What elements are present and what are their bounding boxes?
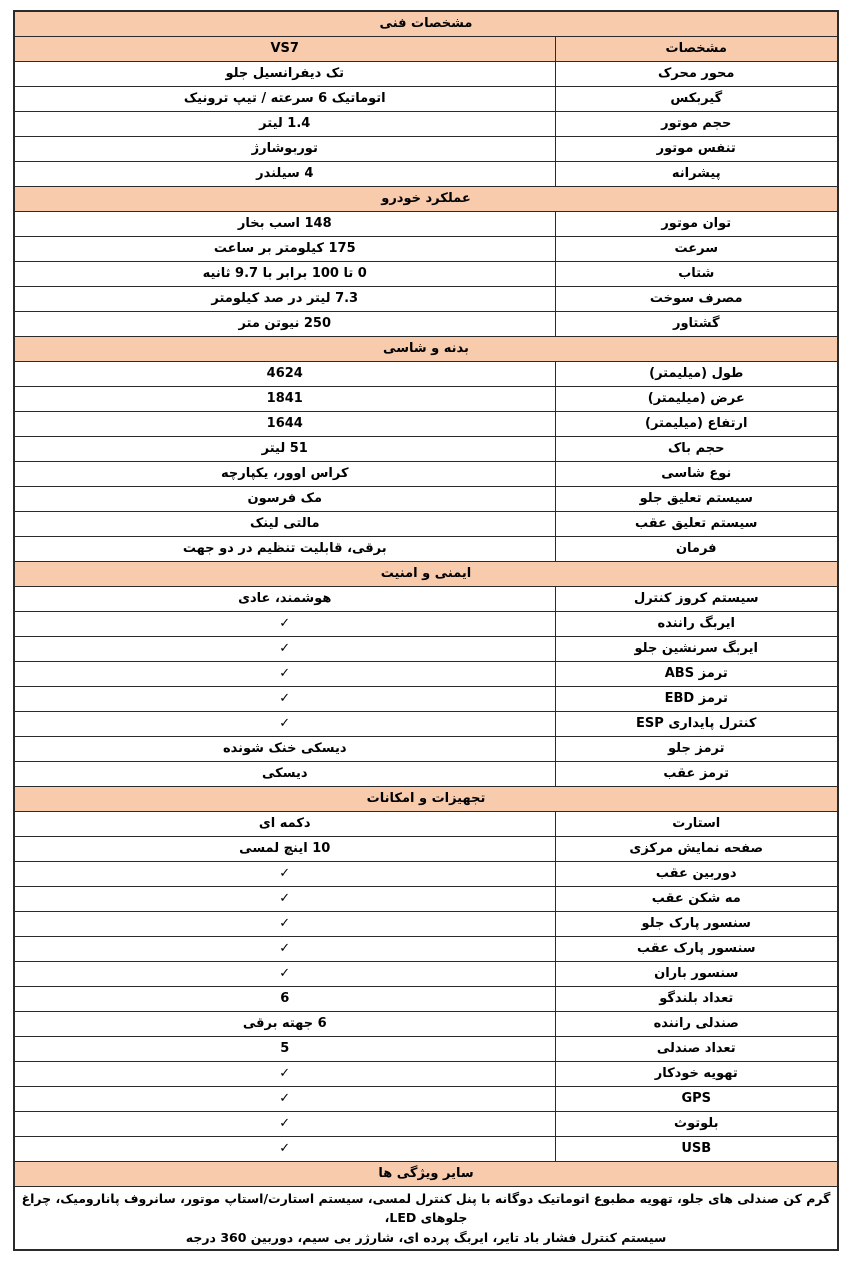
spec-label-cell: سیستم کروز کنترل: [555, 587, 838, 612]
spec-value-cell: مک فرسون: [14, 487, 555, 512]
spec-row: [14, 737, 838, 762]
spec-label-cell: تعداد صندلی: [555, 1037, 838, 1062]
spec-label-cell: پیشرانه: [555, 162, 838, 187]
spec-row: [14, 1112, 838, 1137]
spec-label-cell: محور محرک: [555, 62, 838, 87]
spec-label-cell: تعداد بلندگو: [555, 987, 838, 1012]
spec-label-cell: ترمز ABS: [555, 662, 838, 687]
spec-label-cell: سنسور پارک جلو: [555, 912, 838, 937]
spec-row: [14, 137, 838, 162]
spec-value-cell: مالتی لینک: [14, 512, 555, 537]
section-title: تجهیزات و امکانات: [14, 787, 838, 812]
spec-value-cell: 1644: [14, 412, 555, 437]
spec-value-cell: دیسکی: [14, 762, 555, 787]
spec-label-cell: سنسور باران: [555, 962, 838, 987]
spec-row: [14, 1037, 838, 1062]
footer-header-row: [14, 1162, 838, 1187]
spec-row: [14, 987, 838, 1012]
spec-label-cell: ارتفاع (میلیمتر): [555, 412, 838, 437]
spec-label-cell: ترمز جلو: [555, 737, 838, 762]
spec-row: [14, 587, 838, 612]
spec-label-cell: تنفس موتور: [555, 137, 838, 162]
spec-row: [14, 437, 838, 462]
spec-row: [14, 862, 838, 887]
spec-value-cell: ✓: [14, 1087, 555, 1112]
footer-title: سایر ویژگی ها: [14, 1162, 838, 1187]
spec-row: [14, 537, 838, 562]
spec-row: [14, 812, 838, 837]
spec-label-cell: کنترل پایداری ESP: [555, 712, 838, 737]
section-header-row: [14, 337, 838, 362]
spec-value-cell: 4624: [14, 362, 555, 387]
spec-value-cell: دکمه ای: [14, 812, 555, 837]
footer-text-row: [14, 1187, 838, 1251]
spec-value-cell: 4 سیلندر: [14, 162, 555, 187]
spec-row: [14, 387, 838, 412]
spec-value-cell: هوشمند، عادی: [14, 587, 555, 612]
spec-label-cell: شتاب: [555, 262, 838, 287]
section-header-row: [14, 187, 838, 212]
section-title: مشخصات فنی: [14, 11, 838, 37]
spec-value-cell: 250 نیوتن متر: [14, 312, 555, 337]
column-header-row: [14, 37, 838, 62]
spec-label-cell: GPS: [555, 1087, 838, 1112]
spec-label-cell: صفحه نمایش مرکزی: [555, 837, 838, 862]
spec-label-cell: تهویه خودکار: [555, 1062, 838, 1087]
spec-value-cell: تک دیفرانسیل جلو: [14, 62, 555, 87]
car-spec-table: [13, 10, 839, 1251]
spec-value-cell: 148 اسب بخار: [14, 212, 555, 237]
spec-row: [14, 1012, 838, 1037]
spec-label-cell: دوربین عقب: [555, 862, 838, 887]
spec-value-cell: 7.3 لیتر در صد کیلومتر: [14, 287, 555, 312]
footer-text-line: گرم کن صندلی های جلو، تهویه مطبوع اتوماتیک دوگانه با پنل کنترل لمسی، سیستم استارت/استاپ موتور، سانروف پانارومیک، چراغ جلوهای LED،: [21, 1191, 831, 1226]
spec-value-cell: ✓: [14, 612, 555, 637]
spec-label-cell: مصرف سوخت: [555, 287, 838, 312]
spec-row: [14, 887, 838, 912]
spec-row: [14, 1137, 838, 1162]
spec-value-cell: 5: [14, 1037, 555, 1062]
spec-value-cell: دیسکی خنک شونده: [14, 737, 555, 762]
spec-row: [14, 62, 838, 87]
spec-row: [14, 262, 838, 287]
spec-row: [14, 287, 838, 312]
spec-value-cell: اتوماتیک 6 سرعته / تیپ ترونیک: [14, 87, 555, 112]
spec-label-cell: سیستم تعلیق جلو: [555, 487, 838, 512]
spec-value-cell: ✓: [14, 912, 555, 937]
spec-label-cell: ایربگ راننده: [555, 612, 838, 637]
section-header-row: [14, 11, 838, 37]
spec-value-cell: 10 اینچ لمسی: [14, 837, 555, 862]
spec-row: [14, 412, 838, 437]
spec-value-cell: ✓: [14, 1137, 555, 1162]
section-header-row: [14, 562, 838, 587]
spec-row: [14, 912, 838, 937]
spec-row: [14, 687, 838, 712]
spec-label-cell: طول (میلیمتر): [555, 362, 838, 387]
spec-label-cell: حجم موتور: [555, 112, 838, 137]
section-header-row: [14, 787, 838, 812]
spec-label-cell: توان موتور: [555, 212, 838, 237]
spec-value-cell: ✓: [14, 887, 555, 912]
spec-value-cell: ✓: [14, 1112, 555, 1137]
spec-label-cell: ایربگ سرنشین جلو: [555, 637, 838, 662]
spec-value-cell: ✓: [14, 662, 555, 687]
spec-row: [14, 162, 838, 187]
spec-label-cell: سیستم تعلیق عقب: [555, 512, 838, 537]
column-header-value: VS7: [14, 37, 555, 62]
spec-value-cell: ✓: [14, 637, 555, 662]
spec-value-cell: 175 کیلومتر بر ساعت: [14, 237, 555, 262]
footer-text-cell: [14, 1187, 838, 1251]
spec-row: [14, 237, 838, 262]
spec-row: [14, 87, 838, 112]
spec-label-cell: سرعت: [555, 237, 838, 262]
spec-row: [14, 962, 838, 987]
spec-label-cell: سنسور پارک عقب: [555, 937, 838, 962]
spec-value-cell: ✓: [14, 687, 555, 712]
spec-row: [14, 512, 838, 537]
spec-row: [14, 212, 838, 237]
spec-value-cell: 1841: [14, 387, 555, 412]
spec-label-cell: صندلی راننده: [555, 1012, 838, 1037]
spec-row: [14, 637, 838, 662]
spec-value-cell: ✓: [14, 937, 555, 962]
spec-value-cell: توربوشارژ: [14, 137, 555, 162]
spec-row: [14, 762, 838, 787]
spec-row: [14, 362, 838, 387]
spec-value-cell: 0 تا 100 برابر با 9.7 ثانیه: [14, 262, 555, 287]
spec-label-cell: استارت: [555, 812, 838, 837]
spec-value-cell: ✓: [14, 862, 555, 887]
spec-row: [14, 487, 838, 512]
spec-row: [14, 312, 838, 337]
spec-label-cell: USB: [555, 1137, 838, 1162]
spec-row: [14, 662, 838, 687]
spec-row: [14, 1062, 838, 1087]
spec-label-cell: گیربکس: [555, 87, 838, 112]
spec-row: [14, 837, 838, 862]
spec-value-cell: ✓: [14, 962, 555, 987]
spec-label-cell: فرمان: [555, 537, 838, 562]
spec-label-cell: مه شکن عقب: [555, 887, 838, 912]
spec-row: [14, 612, 838, 637]
spec-label-cell: حجم باک: [555, 437, 838, 462]
spec-label-cell: گشتاور: [555, 312, 838, 337]
footer-text-line: سیستم کنترل فشار باد تایر، ایربگ پرده ای، شارژر بی سیم، دوربین 360 درجه: [185, 1229, 667, 1245]
section-title: بدنه و شاسی: [14, 337, 838, 362]
section-title: عملکرد خودرو: [14, 187, 838, 212]
spec-value-cell: کراس اوور، یکپارچه: [14, 462, 555, 487]
spec-value-cell: 6 جهته برقی: [14, 1012, 555, 1037]
spec-value-cell: برقی، قابلیت تنظیم در دو جهت: [14, 537, 555, 562]
spec-value-cell: ✓: [14, 1062, 555, 1087]
spec-label-cell: عرض (میلیمتر): [555, 387, 838, 412]
spec-value-cell: 6: [14, 987, 555, 1012]
spec-row: [14, 112, 838, 137]
spec-label-cell: بلوتوث: [555, 1112, 838, 1137]
spec-label-cell: ترمز عقب: [555, 762, 838, 787]
section-title: ایمنی و امنیت: [14, 562, 838, 587]
spec-label-cell: نوع شاسی: [555, 462, 838, 487]
spec-label-cell: ترمز EBD: [555, 687, 838, 712]
spec-row: [14, 937, 838, 962]
spec-row: [14, 1087, 838, 1112]
spec-row: [14, 712, 838, 737]
spec-value-cell: 51 لیتر: [14, 437, 555, 462]
spec-table-body: [14, 11, 838, 1250]
spec-value-cell: ✓: [14, 712, 555, 737]
column-header-label: مشخصات: [555, 37, 838, 62]
spec-row: [14, 462, 838, 487]
spec-value-cell: 1.4 لیتر: [14, 112, 555, 137]
